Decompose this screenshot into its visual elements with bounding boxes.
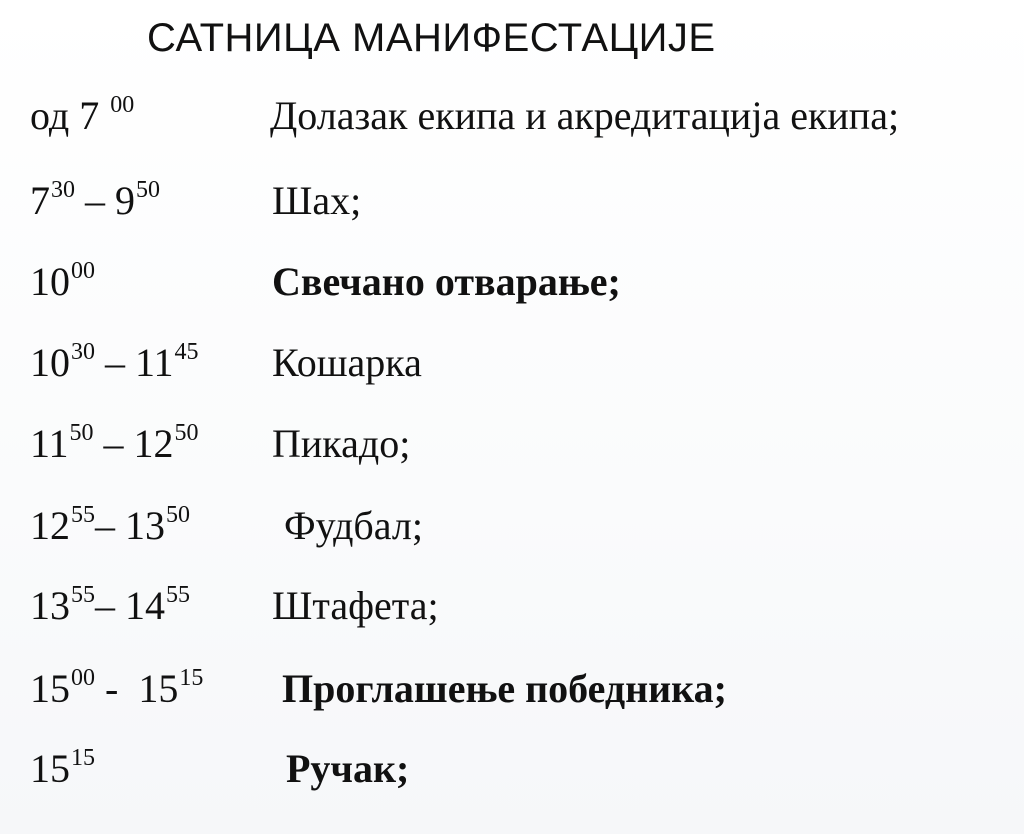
schedule-row [0,496,1024,556]
time-start-minutes: 50 [69,420,94,446]
time-start: од 7 [30,93,100,138]
schedule-row [0,252,1024,312]
schedule-event: Проглашење победника; [282,666,727,711]
time-start: 11 [30,421,69,466]
time-end: 13 [125,503,165,548]
schedule-event: Долазак екипа и акредитација екипа; [270,93,900,138]
time-end-minutes: 55 [166,582,190,608]
schedule-time [30,576,190,642]
time-separator: – [93,421,134,466]
time-end: 9 [115,178,135,223]
time-separator: – [75,178,115,223]
time-start: 13 [30,583,70,628]
schedule-event: Кошарка [272,340,422,385]
time-start: 7 [30,178,50,223]
schedule-time [30,739,95,805]
time-end: 11 [135,340,174,385]
schedule-event: Свечано отварање; [272,259,621,304]
time-end: 12 [133,421,174,466]
time-end-minutes: 50 [174,420,199,446]
time-start-minutes: 30 [51,177,75,203]
time-start-minutes: 30 [71,339,95,365]
schedule-time [30,86,134,152]
time-end-minutes: 15 [179,665,204,691]
time-end-minutes: 50 [166,502,190,528]
schedule-row [0,333,1024,393]
time-start: 10 [30,259,70,304]
schedule-row [0,659,1024,719]
time-separator: – [95,340,135,385]
schedule-event: Штафета; [272,583,439,628]
time-end-minutes: 50 [136,177,160,203]
schedule-row [0,171,1024,231]
schedule-time [30,414,199,480]
time-start-minutes: 00 [110,92,135,118]
time-separator: - [95,666,139,711]
schedule-time [30,333,199,399]
schedule-event: Шах; [272,178,362,223]
time-end: 14 [125,583,165,628]
time-start: 10 [30,340,70,385]
time-start-minutes: 55 [71,582,95,608]
time-start-minutes: 55 [71,502,95,528]
time-start-minutes: 00 [71,258,95,284]
schedule-row [0,739,1024,799]
schedule-row [0,86,1024,146]
schedule-event: Ручак; [286,746,410,791]
schedule-row [0,576,1024,636]
schedule-time [30,496,190,562]
schedule-time [30,171,160,237]
time-end-minutes: 45 [174,339,199,365]
schedule-event: Пикадо; [272,421,411,466]
time-start: 15 [30,666,70,711]
time-start-minutes: 00 [71,665,95,691]
schedule-time [30,659,203,725]
time-separator: – [95,503,125,548]
schedule-event: Фудбал; [284,503,423,548]
time-separator: – [95,583,125,628]
page-title: САТНИЦА МАНИФЕСТАЦИЈЕ [147,16,716,60]
time-start-minutes: 15 [71,745,95,771]
time-start: 15 [30,746,70,791]
schedule-row [0,414,1024,474]
time-end: 15 [138,666,179,711]
schedule-time [30,252,95,318]
time-start: 12 [30,503,70,548]
